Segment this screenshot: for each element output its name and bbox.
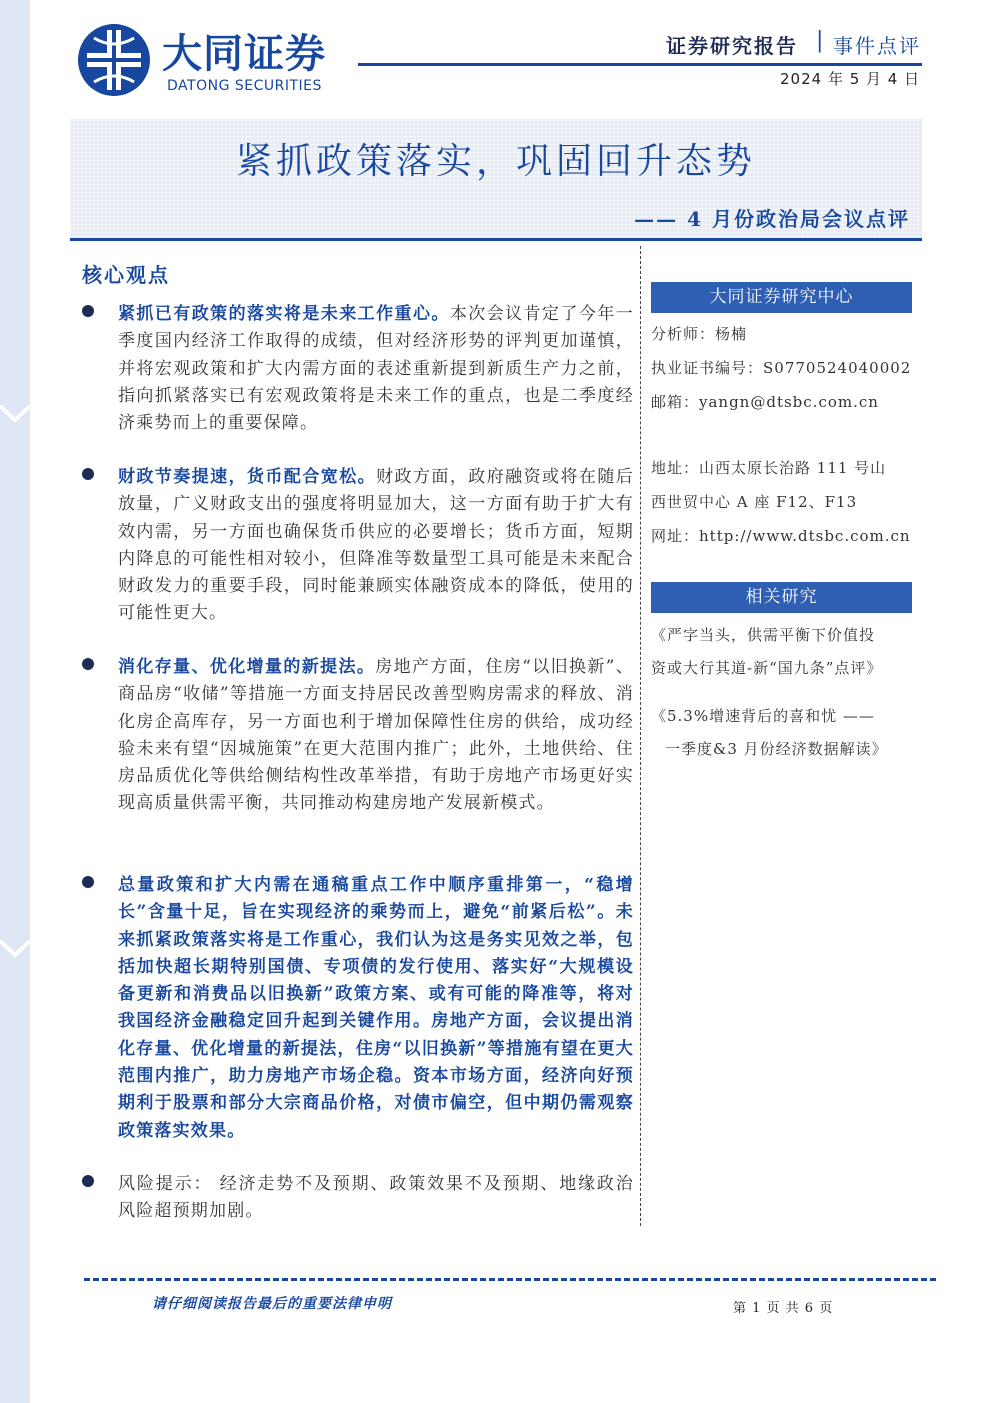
report-date: 2024 年 5 月 4 日 xyxy=(780,70,921,88)
brand-name-cn: 大同证券 xyxy=(162,31,326,77)
related-report-1-line-1[interactable]: 《严字当头，供需平衡下价值投 xyxy=(651,626,876,644)
title-banner xyxy=(70,119,922,241)
related-research-heading: 相关研究 xyxy=(651,582,912,613)
left-decoration-bar xyxy=(0,0,30,1403)
address-line-1: 地址：山西太原长治路 111 号山 xyxy=(651,459,887,477)
point-text xyxy=(118,301,634,437)
report-type: 证券研究报告 xyxy=(666,34,798,58)
analyst-email[interactable]: 邮箱：yangn@dtsbc.com.cn xyxy=(651,393,879,411)
core-point xyxy=(82,301,634,437)
bullet-icon xyxy=(82,468,94,480)
header-rule xyxy=(358,63,922,66)
legal-disclaimer-note: 请仔细阅读报告最后的重要法律申明 xyxy=(152,1296,392,1312)
point-body: 房地产方面，住房“以旧换新”、商品房“收储”等措施一方面支持居民改善型购房需求的释放、消化房企高库存，另一方面也利于增加保障性住房的供给，成功经验未来有望“因城施策”在更大范围内推广；此外，土地供给、住房品质优化等供给侧结构性改革举措，有助于房地产市场更好实现高质量供需平衡，共同推动构建房地产发展新模式。 xyxy=(118,657,634,814)
page-number: 第 1 页 共 6 页 xyxy=(733,1301,834,1316)
analyst-name: 分析师：杨楠 xyxy=(651,325,748,343)
core-point-summary xyxy=(82,872,634,1145)
core-point-risk xyxy=(82,1171,634,1226)
point-body: 本次会议肯定了今年一季度国内经济工作取得的成绩，但对经济形势的评判更加谨慎，并将宏观政策和扩大内需方面的表述重新提到新质生产力之前，指向抓紧落实已有宏观政策将是未来工作的重点，也是二季度经济乘势而上的重要保障。 xyxy=(118,304,634,434)
header-separator: | xyxy=(816,28,824,53)
report-subtype: 事件点评 xyxy=(833,34,921,58)
title-underline xyxy=(70,238,922,241)
point-text xyxy=(118,654,634,818)
column-divider xyxy=(640,246,641,1226)
brand-name-en: DATONG SECURITIES xyxy=(167,78,322,94)
report-title: 紧抓政策落实，巩固回升态势 xyxy=(235,141,756,182)
chevron-down-icon xyxy=(0,398,30,428)
report-subtitle: —— 4 月份政治局会议点评 xyxy=(634,207,910,231)
bullet-icon xyxy=(82,658,94,670)
core-point xyxy=(82,464,634,628)
risk-text: 风险提示： 经济走势不及预期、政策效果不及预期、地缘政治风险超预期加剧。 xyxy=(118,1174,634,1222)
company-website[interactable]: 网址：http://www.dtsbc.com.cn xyxy=(651,527,911,545)
bullet-icon xyxy=(82,305,94,317)
address-line-2: 西世贸中心 A 座 F12、F13 xyxy=(651,493,858,511)
core-point xyxy=(82,654,634,818)
point-lead: 财政节奏提速，货币配合宽松。 xyxy=(118,467,377,487)
point-body: 财政方面，政府融资或将在随后放量，广义财政支出的强度将明显加大，这一方面有助于扩大有效内需，另一方面也确保货币供应的必要增长；货币方面，短期内降息的可能性相对较小，但降准等数量型工具可能是未来配合财政发力的重要手段，同时能兼顾实体融资成本的降低，使用的可能性更大。 xyxy=(118,467,634,624)
company-logo xyxy=(70,18,370,98)
license-number: 执业证书编号：S0770524040002 xyxy=(651,359,912,377)
point-lead: 紧抓已有政策的落实将是未来工作重心。 xyxy=(118,304,450,324)
point-text xyxy=(118,464,634,628)
bullet-icon xyxy=(82,876,94,888)
footer-rule xyxy=(84,1278,936,1281)
related-report-2-line-1[interactable]: 《5.3%增速背后的喜和忧 —— xyxy=(651,707,875,725)
research-center-heading: 大同证券研究中心 xyxy=(651,282,912,313)
point-lead: 消化存量、优化增量的新提法。 xyxy=(118,657,376,677)
datong-logo-icon xyxy=(74,20,154,100)
related-report-2-line-2[interactable]: 一季度&3 月份经济数据解读》 xyxy=(665,740,888,758)
related-report-1-line-2[interactable]: 资或大行其道-新“国九条”点评》 xyxy=(651,659,883,677)
bullet-icon xyxy=(82,1175,94,1187)
chevron-down-icon xyxy=(0,933,30,963)
summary-text: 总量政策和扩大内需在通稿重点工作中顺序重排第一，“稳增长”含量十足，旨在实现经济的乘势而上，避免“前紧后松”。未来抓紧政策落实将是工作重心，我们认为这是务实见效之举，包括加快超长期特别国债、专项债的发行使用、落实好“大规模设备更新和消费品以旧换新”政策方案、或有可能的降准等，将对我国经济金融稳定回升起到关键作用。房地产方面，会议提出消化存量、优化增量的新提法，住房“以旧换新”等措施有望在更大范围内推广，助力房地产市场企稳。资本市场方面，经济向好预期利于股票和部分大宗商品价格，对债市偏空，但中期仍需观察政策落实效果。 xyxy=(118,875,634,1141)
core-views-heading: 核心观点 xyxy=(82,263,170,287)
